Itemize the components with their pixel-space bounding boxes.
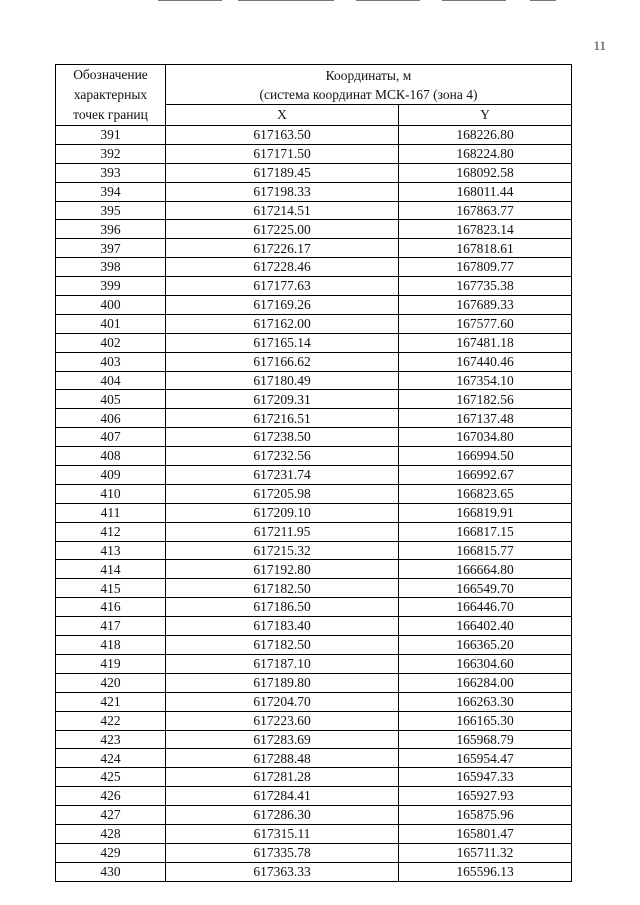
point-cell: 393 xyxy=(56,163,166,182)
point-cell: 405 xyxy=(56,390,166,409)
point-cell: 418 xyxy=(56,636,166,655)
table-row xyxy=(56,768,572,787)
scan-edge-line xyxy=(356,0,420,1)
table-row xyxy=(56,749,572,768)
y-cell: 165711.32 xyxy=(399,843,572,862)
x-cell: 617225.00 xyxy=(166,220,399,239)
table-row xyxy=(56,333,572,352)
point-cell: 391 xyxy=(56,126,166,145)
x-cell: 617286.30 xyxy=(166,806,399,825)
point-cell: 422 xyxy=(56,711,166,730)
x-cell: 617182.50 xyxy=(166,579,399,598)
x-cell: 617162.00 xyxy=(166,314,399,333)
table-row xyxy=(56,654,572,673)
point-cell: 410 xyxy=(56,484,166,503)
point-cell: 392 xyxy=(56,144,166,163)
point-cell: 397 xyxy=(56,239,166,258)
y-cell: 166402.40 xyxy=(399,617,572,636)
point-cell: 426 xyxy=(56,787,166,806)
y-cell: 168011.44 xyxy=(399,182,572,201)
point-cell: 394 xyxy=(56,182,166,201)
x-cell: 617228.46 xyxy=(166,258,399,277)
table-row xyxy=(56,824,572,843)
table-row xyxy=(56,787,572,806)
y-cell: 166664.80 xyxy=(399,560,572,579)
coordinates-header-line: Координаты, м xyxy=(325,67,412,83)
point-cell: 406 xyxy=(56,409,166,428)
point-cell: 423 xyxy=(56,730,166,749)
points-header-line: точек границ xyxy=(73,107,148,122)
x-cell: 617177.63 xyxy=(166,277,399,296)
x-cell: 617214.51 xyxy=(166,201,399,220)
y-cell: 168092.58 xyxy=(399,163,572,182)
point-cell: 400 xyxy=(56,296,166,315)
point-cell: 419 xyxy=(56,654,166,673)
x-cell: 617216.51 xyxy=(166,409,399,428)
x-cell: 617215.32 xyxy=(166,541,399,560)
y-cell: 166304.60 xyxy=(399,654,572,673)
y-cell: 166263.30 xyxy=(399,692,572,711)
coordinates-column-header xyxy=(166,65,572,105)
points-header-line: характерных xyxy=(73,87,148,102)
x-cell: 617335.78 xyxy=(166,843,399,862)
table-row xyxy=(56,692,572,711)
table-row xyxy=(56,220,572,239)
y-cell: 167481.18 xyxy=(399,333,572,352)
y-cell: 167137.48 xyxy=(399,409,572,428)
table-row xyxy=(56,296,572,315)
y-cell: 166365.20 xyxy=(399,636,572,655)
table-body xyxy=(56,126,572,882)
table-row xyxy=(56,730,572,749)
x-cell: 617189.45 xyxy=(166,163,399,182)
table-row xyxy=(56,390,572,409)
table-row xyxy=(56,201,572,220)
y-cell: 168226.80 xyxy=(399,126,572,145)
point-cell: 398 xyxy=(56,258,166,277)
point-cell: 396 xyxy=(56,220,166,239)
table-row xyxy=(56,843,572,862)
y-cell: 166819.91 xyxy=(399,503,572,522)
point-cell: 416 xyxy=(56,598,166,617)
y-cell: 167354.10 xyxy=(399,371,572,390)
table-row xyxy=(56,277,572,296)
x-cell: 617223.60 xyxy=(166,711,399,730)
table-row xyxy=(56,144,572,163)
table-row xyxy=(56,314,572,333)
point-cell: 421 xyxy=(56,692,166,711)
y-cell: 166284.00 xyxy=(399,673,572,692)
point-cell: 413 xyxy=(56,541,166,560)
table-row xyxy=(56,258,572,277)
point-cell: 411 xyxy=(56,503,166,522)
table-row xyxy=(56,447,572,466)
point-cell: 420 xyxy=(56,673,166,692)
table-row xyxy=(56,522,572,541)
point-cell: 408 xyxy=(56,447,166,466)
table-row xyxy=(56,806,572,825)
table-row xyxy=(56,541,572,560)
point-cell: 427 xyxy=(56,806,166,825)
table-row xyxy=(56,409,572,428)
x-cell: 617205.98 xyxy=(166,484,399,503)
x-cell: 617281.28 xyxy=(166,768,399,787)
coordinates-header-line: (система координат МСК-167 (зона 4) xyxy=(259,86,478,102)
y-cell: 166165.30 xyxy=(399,711,572,730)
y-cell: 166817.15 xyxy=(399,522,572,541)
table-row xyxy=(56,466,572,485)
x-cell: 617180.49 xyxy=(166,371,399,390)
point-cell: 412 xyxy=(56,522,166,541)
x-cell: 617192.80 xyxy=(166,560,399,579)
x-cell: 617231.74 xyxy=(166,466,399,485)
scan-edge-line xyxy=(158,0,222,1)
point-cell: 401 xyxy=(56,314,166,333)
table-row xyxy=(56,503,572,522)
x-cell: 617171.50 xyxy=(166,144,399,163)
scan-edge-line xyxy=(442,0,506,1)
table-row xyxy=(56,126,572,145)
points-column-header xyxy=(56,65,166,126)
point-cell: 403 xyxy=(56,352,166,371)
x-cell: 617209.31 xyxy=(166,390,399,409)
y-cell: 167818.61 xyxy=(399,239,572,258)
point-cell: 429 xyxy=(56,843,166,862)
y-column-header: Y xyxy=(399,105,572,126)
y-cell: 167689.33 xyxy=(399,296,572,315)
point-cell: 430 xyxy=(56,862,166,881)
point-cell: 407 xyxy=(56,428,166,447)
y-cell: 168224.80 xyxy=(399,144,572,163)
x-cell: 617283.69 xyxy=(166,730,399,749)
x-cell: 617198.33 xyxy=(166,182,399,201)
y-cell: 167823.14 xyxy=(399,220,572,239)
table-row xyxy=(56,711,572,730)
x-cell: 617186.50 xyxy=(166,598,399,617)
y-cell: 166446.70 xyxy=(399,598,572,617)
x-cell: 617232.56 xyxy=(166,447,399,466)
table-row xyxy=(56,371,572,390)
table-row xyxy=(56,163,572,182)
point-cell: 424 xyxy=(56,749,166,768)
x-cell: 617209.10 xyxy=(166,503,399,522)
table-header xyxy=(56,65,572,126)
y-cell: 166994.50 xyxy=(399,447,572,466)
y-cell: 167809.77 xyxy=(399,258,572,277)
x-cell: 617163.50 xyxy=(166,126,399,145)
y-cell: 165875.96 xyxy=(399,806,572,825)
point-cell: 395 xyxy=(56,201,166,220)
table-row xyxy=(56,862,572,881)
x-cell: 617284.41 xyxy=(166,787,399,806)
y-cell: 167034.80 xyxy=(399,428,572,447)
x-cell: 617204.70 xyxy=(166,692,399,711)
x-cell: 617189.80 xyxy=(166,673,399,692)
y-cell: 166823.65 xyxy=(399,484,572,503)
scan-edge-line xyxy=(530,0,556,1)
table-row xyxy=(56,560,572,579)
coordinates-table xyxy=(55,64,572,882)
point-cell: 428 xyxy=(56,824,166,843)
point-cell: 415 xyxy=(56,579,166,598)
y-cell: 167577.60 xyxy=(399,314,572,333)
y-cell: 165968.79 xyxy=(399,730,572,749)
y-cell: 167735.38 xyxy=(399,277,572,296)
x-cell: 617183.40 xyxy=(166,617,399,636)
table-row xyxy=(56,484,572,503)
table-row xyxy=(56,617,572,636)
table-row xyxy=(56,428,572,447)
table-row xyxy=(56,673,572,692)
y-cell: 165801.47 xyxy=(399,824,572,843)
table-row xyxy=(56,182,572,201)
point-cell: 414 xyxy=(56,560,166,579)
x-cell: 617288.48 xyxy=(166,749,399,768)
x-cell: 617169.26 xyxy=(166,296,399,315)
x-cell: 617315.11 xyxy=(166,824,399,843)
y-cell: 165596.13 xyxy=(399,862,572,881)
y-cell: 166992.67 xyxy=(399,466,572,485)
x-cell: 617187.10 xyxy=(166,654,399,673)
table-row xyxy=(56,239,572,258)
point-cell: 425 xyxy=(56,768,166,787)
page-number: 11 xyxy=(593,38,606,53)
x-cell: 617166.62 xyxy=(166,352,399,371)
point-cell: 404 xyxy=(56,371,166,390)
point-cell: 399 xyxy=(56,277,166,296)
point-cell: 417 xyxy=(56,617,166,636)
scan-edge-line xyxy=(238,0,334,1)
table-row xyxy=(56,636,572,655)
x-cell: 617182.50 xyxy=(166,636,399,655)
table-row xyxy=(56,579,572,598)
y-cell: 165927.93 xyxy=(399,787,572,806)
y-cell: 166815.77 xyxy=(399,541,572,560)
y-cell: 165947.33 xyxy=(399,768,572,787)
points-header-line: Обозначение xyxy=(73,67,148,82)
x-cell: 617165.14 xyxy=(166,333,399,352)
y-cell: 167182.56 xyxy=(399,390,572,409)
point-cell: 409 xyxy=(56,466,166,485)
table-row xyxy=(56,352,572,371)
x-cell: 617363.33 xyxy=(166,862,399,881)
table-row xyxy=(56,598,572,617)
y-cell: 167863.77 xyxy=(399,201,572,220)
point-cell: 402 xyxy=(56,333,166,352)
y-cell: 166549.70 xyxy=(399,579,572,598)
x-cell: 617211.95 xyxy=(166,522,399,541)
y-cell: 167440.46 xyxy=(399,352,572,371)
x-cell: 617226.17 xyxy=(166,239,399,258)
x-column-header: X xyxy=(166,105,399,126)
x-cell: 617238.50 xyxy=(166,428,399,447)
y-cell: 165954.47 xyxy=(399,749,572,768)
